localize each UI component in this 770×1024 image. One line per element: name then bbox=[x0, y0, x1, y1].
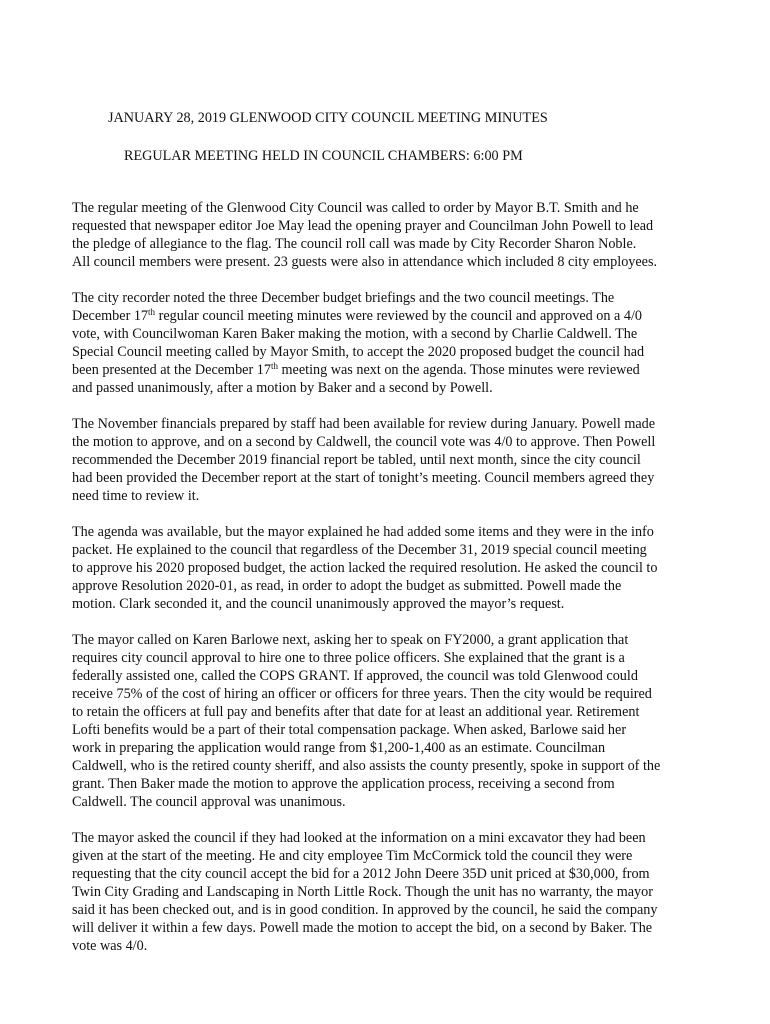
text-line: vote was 4/0. bbox=[72, 938, 148, 954]
text-line: had been provided the December report at the start of tonight’s meeting. Council members agreed they bbox=[72, 470, 655, 486]
text-segment: December 17 bbox=[72, 308, 149, 324]
paragraph-mini-excavator bbox=[72, 829, 702, 955]
paragraph-cops-grant bbox=[72, 631, 702, 811]
text-line: recommended the December 2019 financial report be tabled, until next month, since the city council bbox=[72, 452, 641, 468]
document-title: JANUARY 28, 2019 GLENWOOD CITY COUNCIL MEETING MINUTES bbox=[108, 110, 548, 126]
text-line: The mayor called on Karen Barlowe next, asking her to speak on FY2000, a grant application that bbox=[72, 632, 629, 648]
text-line: to retain the officers at full pay and benefits after that date for at least an additional year. Retirement bbox=[72, 704, 640, 720]
text-line: said it has been checked out, and is in good condition. In approved by the council, he said the company bbox=[72, 902, 658, 918]
text-line: The mayor asked the council if they had looked at the information on a mini excavator they had been bbox=[72, 830, 646, 846]
text-line: requesting that the city council accept the bid for a 2012 John Deere 35D unit priced at $30,000, from bbox=[72, 866, 650, 882]
text-line: receive 75% of the cost of hiring an officer or officers for three years. Then the city would be required bbox=[72, 686, 652, 702]
text-line: Twin City Grading and Landscaping in North Little Rock. Though the unit has no warranty, the mayor bbox=[72, 884, 653, 900]
text-segment: regular council meeting minutes were reviewed by the council and approved on a 4/0 bbox=[155, 308, 642, 324]
paragraph-agenda-resolution bbox=[72, 523, 702, 613]
text-line: Special Council meeting called by Mayor Smith, to accept the 2020 proposed budget the council had bbox=[72, 344, 645, 360]
text-line: need time to review it. bbox=[72, 488, 200, 504]
text-line: given at the start of the meeting. He and city employee Tim McCormick told the council they were bbox=[72, 848, 633, 864]
text-line: vote, with Councilwoman Karen Baker making the motion, with a second by Charlie Caldwell. The bbox=[72, 326, 638, 342]
document-subtitle: REGULAR MEETING HELD IN COUNCIL CHAMBERS: 6:00 PM bbox=[124, 148, 523, 164]
text-line: to approve his 2020 proposed budget, the action lacked the required resolution. He asked the council to bbox=[72, 560, 658, 576]
text-line: the pledge of allegiance to the flag. The council roll call was made by City Recorder Sharon Noble. bbox=[72, 236, 637, 252]
paragraph-financials bbox=[72, 415, 702, 505]
text-line: All council members were present. 23 guests were also in attendance which included 8 city employees. bbox=[72, 254, 658, 270]
text-line: work in preparing the application would range from $1,200-1,400 as an estimate. Councilman bbox=[72, 740, 606, 756]
text-line: requested that newspaper editor Joe May lead the opening prayer and Councilman John Powell to lead bbox=[72, 218, 654, 234]
text-line: The November financials prepared by staff had been available for review during January. Powell made bbox=[72, 416, 656, 432]
text-line bbox=[72, 307, 702, 325]
text-line bbox=[72, 361, 702, 379]
text-line: Caldwell. The council approval was unanimous. bbox=[72, 794, 346, 810]
text-line: Lofti benefits would be a part of their total compensation package. When asked, Barlowe said her bbox=[72, 722, 627, 738]
text-line: and passed unanimously, after a motion by Baker and a second by Powell. bbox=[72, 380, 493, 396]
text-line: will deliver it within a few days. Powell made the motion to accept the bid, on a second by Baker. The bbox=[72, 920, 653, 936]
text-line: federally assisted one, called the COPS GRANT. If approved, the council was told Glenwood could bbox=[72, 668, 638, 684]
text-line: requires city council approval to hire one to three police officers. She explained that the grant is a bbox=[72, 650, 625, 666]
text-line: The city recorder noted the three December budget briefings and the two council meetings. The bbox=[72, 290, 615, 306]
document-body bbox=[72, 199, 702, 973]
text-line: the motion to approve, and on a second by Caldwell, the council vote was 4/0 to approve. Then Powell bbox=[72, 434, 656, 450]
superscript: th bbox=[270, 361, 278, 371]
text-line: packet. He explained to the council that regardless of the December 31, 2019 special council meeting bbox=[72, 542, 647, 558]
paragraph-call-to-order bbox=[72, 199, 702, 271]
text-line: The agenda was available, but the mayor explained he had added some items and they were in the info bbox=[72, 524, 654, 540]
text-line: grant. Then Baker made the motion to approve the application process, receiving a second from bbox=[72, 776, 615, 792]
text-segment: meeting was next on the agenda. Those minutes were reviewed bbox=[277, 362, 640, 378]
paragraph-minutes-review bbox=[72, 289, 702, 397]
text-segment: been presented at the December 17 bbox=[72, 362, 271, 378]
text-line: The regular meeting of the Glenwood City Council was called to order by Mayor B.T. Smith and he bbox=[72, 200, 639, 216]
text-line: Caldwell, who is the retired county sheriff, and also assists the county presently, spoke in support of the bbox=[72, 758, 661, 774]
superscript: th bbox=[148, 307, 156, 317]
text-line: motion. Clark seconded it, and the council unanimously approved the mayor’s request. bbox=[72, 596, 565, 612]
text-line: approve Resolution 2020-01, as read, in order to adopt the budget as submitted. Powell made the bbox=[72, 578, 622, 594]
